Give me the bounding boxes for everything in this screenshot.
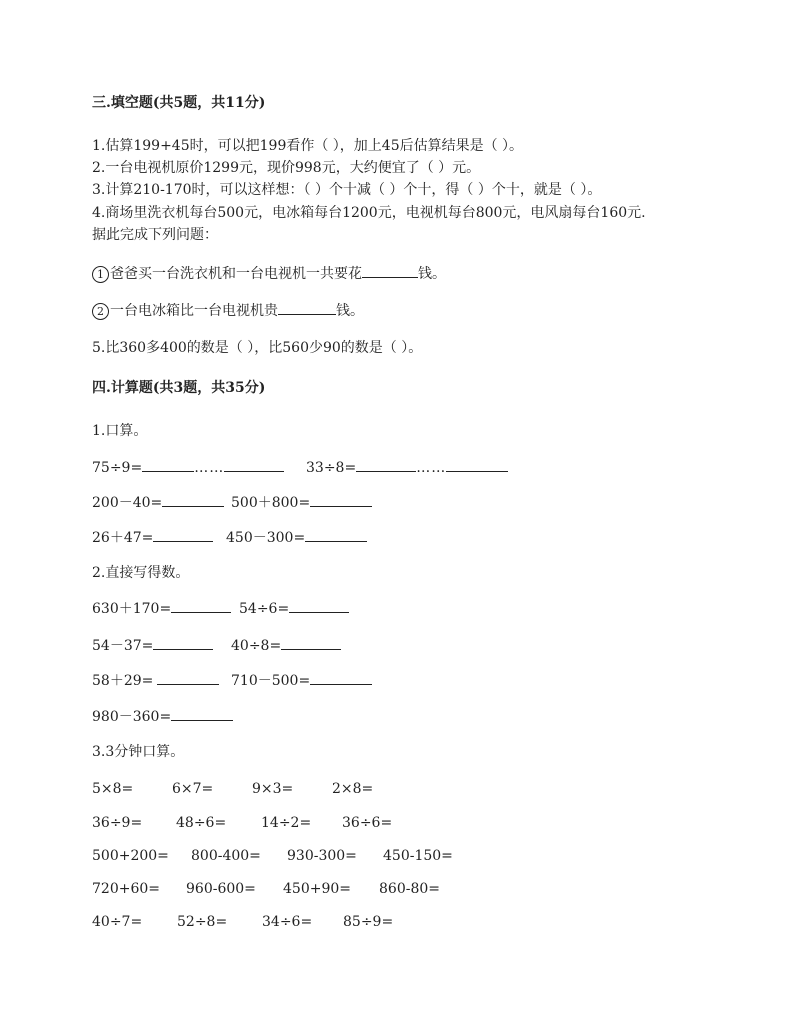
- answer-blank[interactable]: [310, 671, 372, 685]
- expression: 26＋47=: [92, 530, 154, 546]
- remainder-blank[interactable]: [446, 458, 508, 472]
- expression: 710－500=: [231, 673, 311, 689]
- calc-item: [92, 671, 219, 690]
- question-4: 4.商场里洗衣机每台500元，电冰箱每台1200元，电视机每台800元，电风扇每台160元.: [92, 205, 646, 221]
- answer-blank[interactable]: [278, 301, 336, 315]
- calc-item: [231, 493, 372, 512]
- calc-item: [231, 671, 372, 690]
- question-4-sub-2: [92, 301, 364, 320]
- question-2: 2.一台电视机原价1299元，现价998元，大约便宜了（ ）元。: [92, 160, 481, 176]
- calc-item: [92, 599, 231, 618]
- oral-item: 930-300=: [287, 848, 357, 864]
- oral-item: 6×7=: [172, 781, 214, 797]
- expression: 200－40=: [92, 495, 163, 511]
- remainder-blank[interactable]: [224, 458, 284, 472]
- problem-3-title: 3.3分钟口算。: [92, 744, 185, 760]
- calc-item: [226, 528, 367, 547]
- answer-blank[interactable]: [157, 671, 219, 685]
- answer-blank[interactable]: [171, 599, 231, 613]
- calc-item: [92, 493, 224, 512]
- expression: 980－360=: [92, 709, 172, 725]
- expression: 54－37=: [92, 638, 154, 654]
- question-1: 1.估算199+45时，可以把199看作（ ），加上45后估算结果是（ ）。: [92, 138, 524, 154]
- oral-item: 500+200=: [92, 848, 169, 864]
- answer-blank[interactable]: [281, 636, 341, 650]
- question-5: 5.比360多400的数是（ ），比560少90的数是（ ）。: [92, 340, 423, 356]
- expression: 40÷8=: [231, 638, 282, 654]
- answer-blank[interactable]: [310, 493, 372, 507]
- oral-item: 450+90=: [283, 881, 351, 897]
- ellipsis: ……: [194, 460, 225, 476]
- oral-item: 85÷9=: [343, 914, 394, 930]
- calc-item: [92, 528, 213, 547]
- oral-item: 40÷7=: [92, 914, 143, 930]
- oral-item: 36÷6=: [342, 815, 393, 831]
- oral-item: 36÷9=: [92, 815, 143, 831]
- answer-blank[interactable]: [171, 707, 233, 721]
- expression: 58＋29=: [92, 673, 154, 689]
- calc-item: [239, 599, 349, 618]
- sub-question-unit: 钱。: [336, 303, 364, 319]
- calc-item: [306, 458, 508, 477]
- question-3: 3.计算210-170时，可以这样想：（ ）个十减（ ）个十，得（ ）个十，就是（ ）。: [92, 182, 602, 198]
- oral-item: 860-80=: [379, 881, 440, 897]
- question-4-continuation: 据此完成下列问题：: [92, 227, 218, 243]
- expression: 500＋800=: [231, 495, 311, 511]
- section-title: 四.计算题(共3题，共35分): [92, 380, 266, 396]
- oral-item: 800-400=: [191, 848, 261, 864]
- ellipsis: ……: [416, 460, 447, 476]
- expression: 75÷9=: [92, 460, 143, 476]
- oral-item: 5×8=: [92, 781, 134, 797]
- oral-item: 14÷2=: [261, 815, 312, 831]
- oral-item: 52÷8=: [177, 914, 228, 930]
- oral-item: 48÷6=: [176, 815, 227, 831]
- expression: 630＋170=: [92, 601, 172, 617]
- oral-item: 34÷6=: [262, 914, 313, 930]
- answer-blank[interactable]: [356, 458, 416, 472]
- oral-item: 2×8=: [332, 781, 374, 797]
- answer-blank[interactable]: [362, 264, 418, 278]
- expression: 450－300=: [226, 530, 306, 546]
- oral-item: 720+60=: [92, 881, 160, 897]
- answer-blank[interactable]: [162, 493, 224, 507]
- sub-question-unit: 钱。: [418, 266, 446, 282]
- answer-blank[interactable]: [289, 599, 349, 613]
- circled-number: 2: [92, 303, 109, 320]
- expression: 33÷8=: [306, 460, 357, 476]
- section-title: 三.填空题(共5题，共11分): [92, 95, 266, 111]
- problem-1-title: 1.口算。: [92, 423, 148, 439]
- answer-blank[interactable]: [153, 528, 213, 542]
- answer-blank[interactable]: [153, 636, 213, 650]
- oral-item: 450-150=: [383, 848, 453, 864]
- calc-item: [92, 458, 284, 477]
- problem-2-title: 2.直接写得数。: [92, 565, 190, 581]
- sub-question-text: 一台电冰箱比一台电视机贵: [110, 303, 278, 319]
- calc-item: [92, 707, 233, 726]
- question-4-sub-1: [92, 264, 446, 283]
- sub-question-text: 爸爸买一台洗衣机和一台电视机一共要花: [110, 266, 362, 282]
- oral-item: 960-600=: [186, 881, 256, 897]
- expression: 54÷6=: [239, 601, 290, 617]
- circled-number: 1: [92, 266, 109, 283]
- answer-blank[interactable]: [305, 528, 367, 542]
- calc-item: [231, 636, 341, 655]
- oral-item: 9×3=: [252, 781, 294, 797]
- calc-item: [92, 636, 213, 655]
- answer-blank[interactable]: [142, 458, 194, 472]
